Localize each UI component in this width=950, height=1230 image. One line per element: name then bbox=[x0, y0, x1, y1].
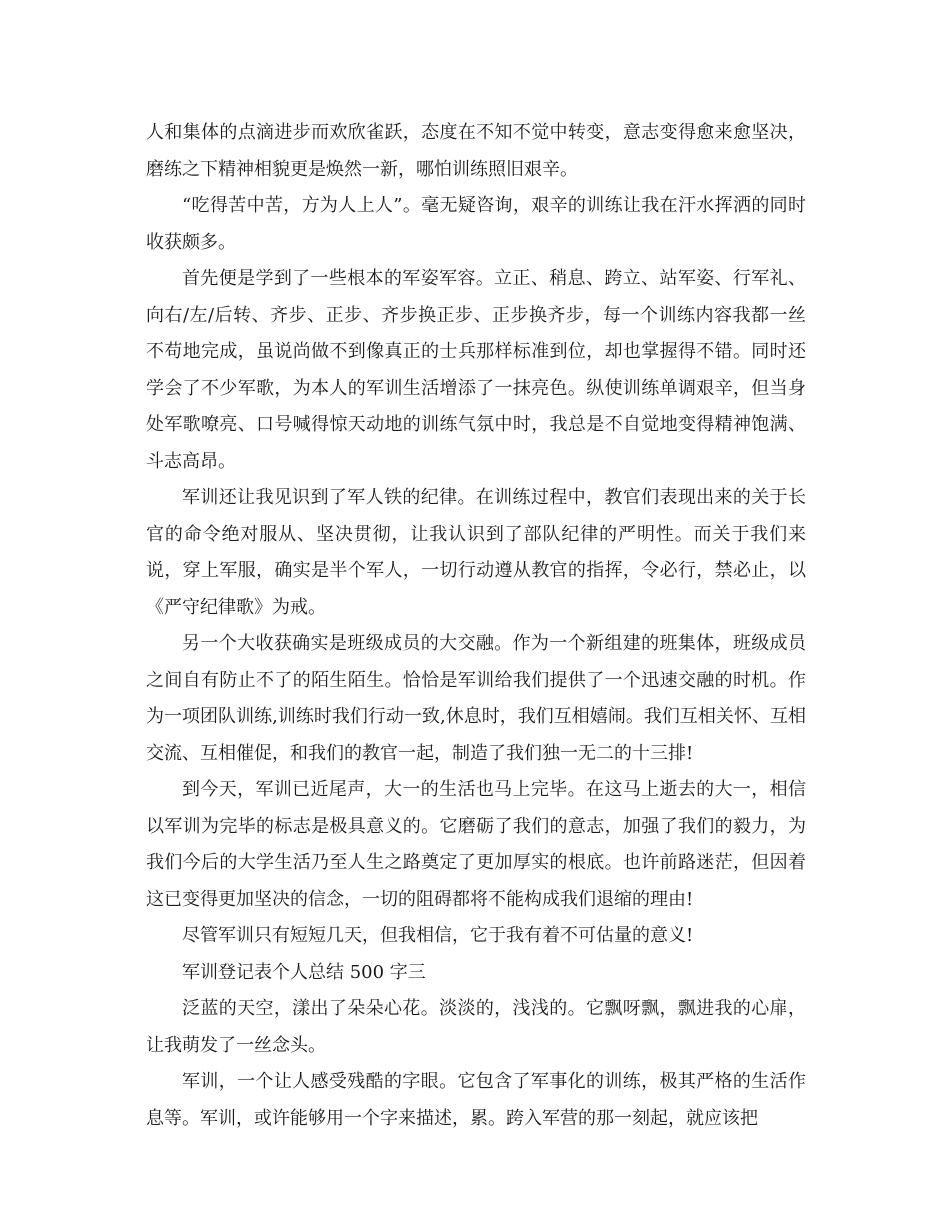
paragraph-5: 另一个大收获确实是班级成员的大交融。作为一个新组建的班集体，班级成员之间自有防止不了的陌生陌生。恰恰是军训给我们提供了一个迅速交融的时机。作为一项团队训练,训练时我们行动一致,休息时，我们互相嬉闹。我们互相关怀、互相交流、互相催促，和我们的教官一起，制造了我们独一无二的十三排! bbox=[146, 633, 806, 764]
paragraph-2: “吃得苦中苦，方为人上人”。毫无疑咨询，艰辛的训练让我在汗水挥洒的同时收获颇多。 bbox=[146, 195, 806, 253]
paragraph-3: 首先便是学到了一些根本的军姿军容。立正、稍息、跨立、站军姿、行军礼、向右/左/后转、齐步、正步、齐步换正步、正步换齐步，每一个训练内容我都一丝不苟地完成，虽说尚做不到像真正的士兵那样标准到位，却也掌握得不错。同时还学会了不少军歌，为本人的军训生活增添了一抹亮色。纵使训练单调艰辛，但当身处军歌嘹亮、口号喊得惊天动地的训练气氛中时，我总是不自觉地变得精神饱满、斗志高昂。 bbox=[146, 268, 806, 472]
paragraph-1: 人和集体的点滴进步而欢欣雀跃，态度在不知不觉中转变，意志变得愈来愈坚决，磨练之下精神相貌更是焕然一新，哪怕训练照旧艰辛。 bbox=[146, 122, 806, 180]
paragraph-9: 军训，一个让人感受残酷的字眼。它包含了军事化的训练，极其严格的生活作息等。军训，或许能够用一个字来描述，累。跨入军营的那一刻起，就应该把 bbox=[146, 1071, 806, 1129]
paragraph-7: 尽管军训只有短短几天，但我相信，它于我有着不可估量的意义! bbox=[182, 925, 694, 946]
document-body bbox=[146, 115, 806, 1137]
paragraph-4: 军训还让我见识到了军人铁的纪律。在训练过程中，教官们表现出来的关于长官的命令绝对服从、坚决贯彻，让我认识到了部队纪律的严明性。而关于我们来说，穿上军服，确实是半个军人，一切行动遵从教官的指挥，令必行，禁必止，以《严守纪律歌》为戒。 bbox=[146, 487, 806, 618]
paragraph-6: 到今天，军训已近尾声，大一的生活也马上完毕。在这马上逝去的大一，相信以军训为完毕的标志是极具意义的。它磨砺了我们的意志，加强了我们的毅力，为我们今后的大学生活乃至人生之路奠定了更加厚实的根底。也许前路迷茫，但因着这已变得更加坚决的信念，一切的阻碍都将不能构成我们退缩的理由! bbox=[146, 779, 806, 910]
section-heading: 军训登记表个人总结 500 字三 bbox=[182, 961, 426, 983]
paragraph-8: 泛蓝的天空，漾出了朵朵心花。淡淡的，浅浅的。它飘呀飘，飘进我的心扉，让我萌发了一丝念头。 bbox=[146, 998, 806, 1056]
